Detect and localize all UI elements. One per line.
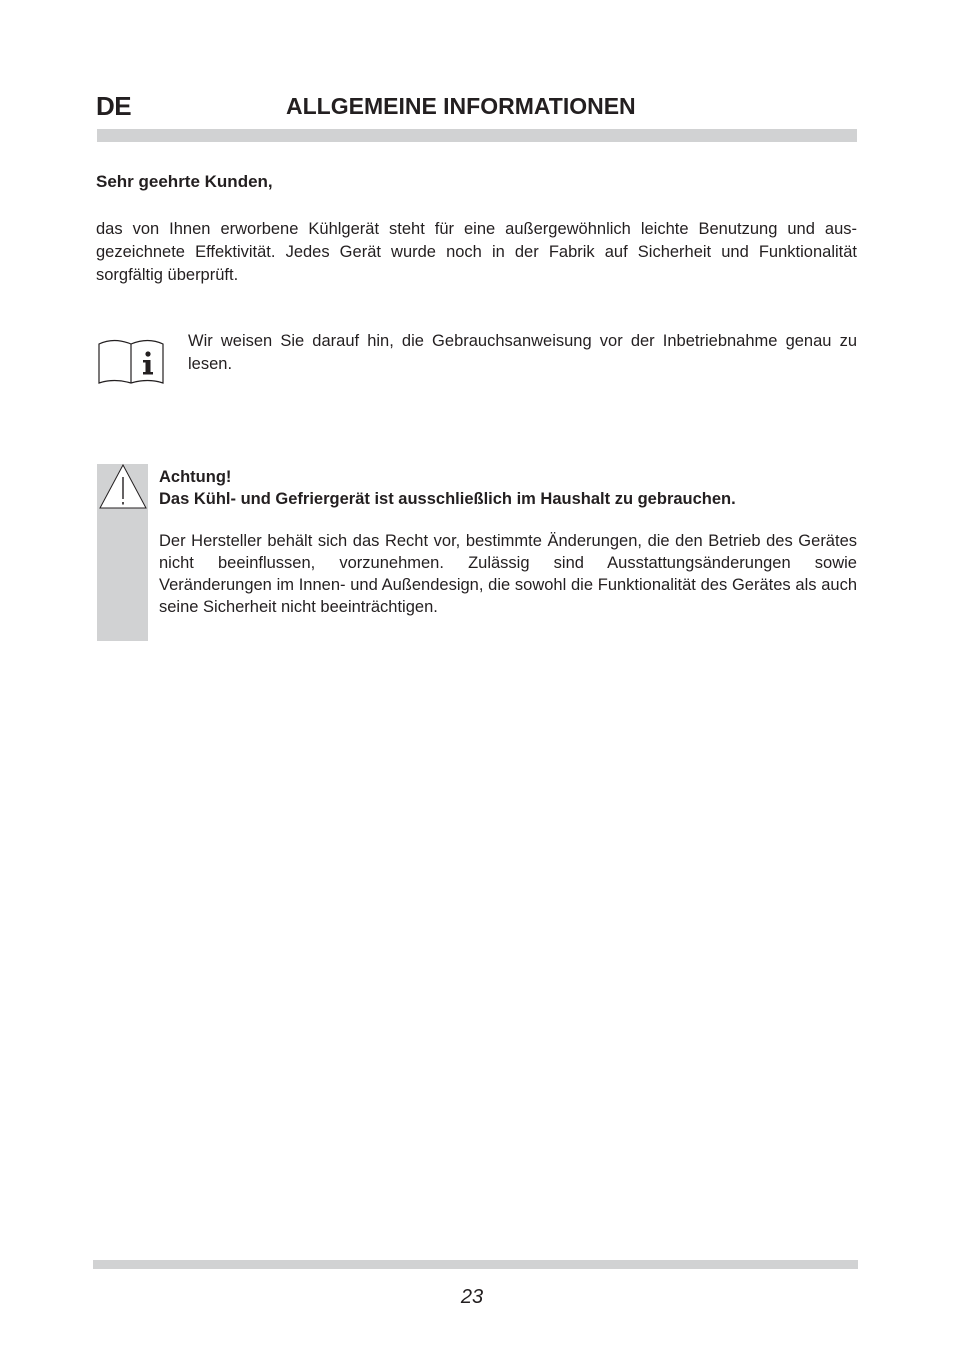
warning-subtitle: Das Kühl- und Gefriergerät ist ausschließlich im Haushalt zu gebrauchen. <box>159 490 736 508</box>
page-number: 23 <box>460 1286 484 1308</box>
footer-rule <box>93 1260 858 1269</box>
intro-paragraph: das von Ihnen erworbene Kühlgerät steht für eine außergewöhnlich leichte Benutzung und aus-gezeichnete Effektivität. Jedes Gerät wurde noch in der Fabrik auf Sicherheit und Funktionalität sorgfältig überprüft. <box>96 220 857 284</box>
warning-title: Achtung! <box>159 468 232 486</box>
page-title: ALLGEMEINE INFORMATIONEN <box>286 93 636 119</box>
warning-body: Der Hersteller behält sich das Recht vor, bestimmte Änderungen, die den Betrieb des Gerätes nicht beeinflussen, vorzunehmen. Zulässig sind Ausstattungsänderungen sowie Veränderungen im Innen- und Außendesign, die sowohl die Funktionalität des Gerätes als auch seine Sicherheit nicht beeinträchtigen. <box>159 532 857 616</box>
language-code: DE <box>96 91 132 121</box>
info-note-text: Wir weisen Sie darauf hin, die Gebrauchsanweisung vor der Inbetriebnahme genau zu lesen. <box>188 332 857 373</box>
warning-triangle-icon <box>99 464 147 515</box>
info-manual-icon <box>97 337 165 390</box>
salutation-heading: Sehr geehrte Kunden, <box>96 172 273 191</box>
header-rule <box>97 129 857 142</box>
